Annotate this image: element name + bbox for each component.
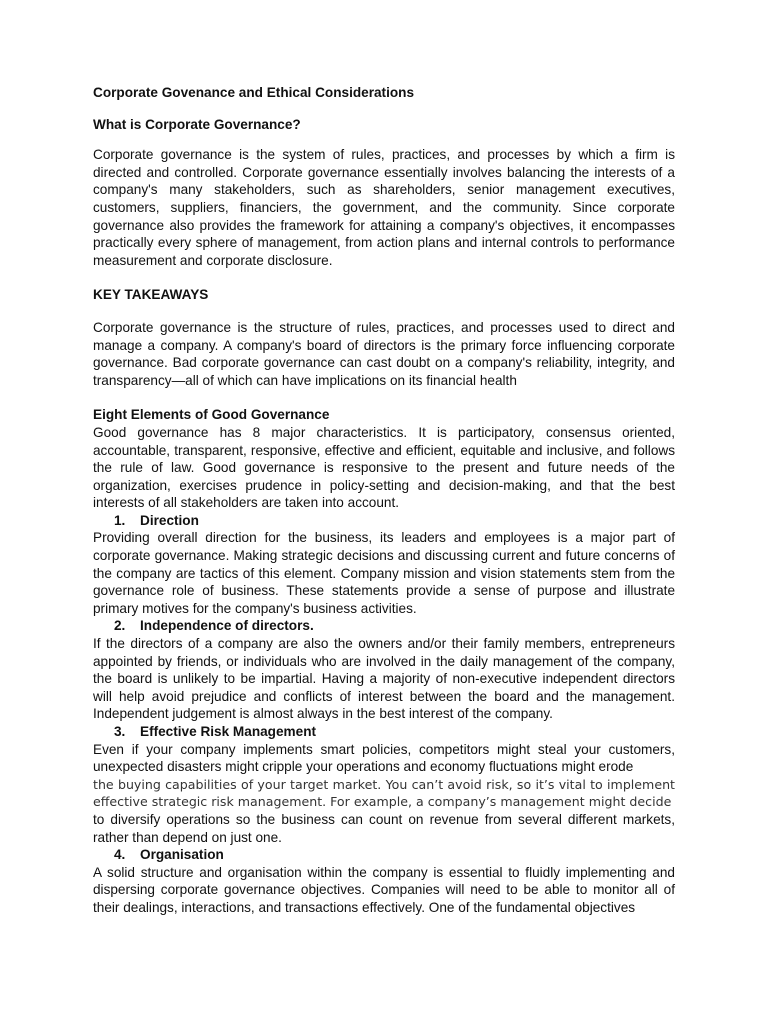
element-item-risk-management	[93, 723, 675, 846]
key-takeaways-heading: KEY TAKEAWAYS	[93, 287, 209, 303]
element-item-direction	[93, 512, 675, 618]
element-title: Organisation	[140, 847, 224, 863]
element-paragraph-part-b: the buying capabilities of your target market. You can’t avoid risk, so it’s vital to implement effective strategic risk management. For example, a company’s management might decide	[93, 776, 675, 810]
element-number: 3.	[114, 724, 126, 739]
element-paragraph: If the directors of a company are also the owners and/or their family members, entrepreneurs appointed by friends, or individuals who are involved in the daily management of the company, the board is unlikely to be impartial. Having a majority of non-executive independent directors will help avoid prejudice and conflicts of interest between the board and the management. Independent judgement is almost always in the best interest of the company.	[93, 636, 675, 722]
element-number: 4.	[114, 847, 126, 863]
elements-intro-paragraph: Good governance has 8 major characteristics. It is participatory, consensus oriented, accountable, transparent, responsive, effective and efficient, equitable and inclusive, and follows the rule of law. Good governance is responsive to the present and future needs of the organization, exercises prudence in policy-setting and decision-making, and that the best interests of all stakeholders are taken into account.	[93, 424, 675, 511]
element-heading	[93, 846, 675, 864]
document-title: Corporate Govenance and Ethical Considerations	[93, 85, 415, 100]
element-title: Direction	[140, 512, 199, 528]
element-heading	[93, 512, 675, 530]
element-item-organisation	[93, 846, 675, 916]
element-title: Independence of directors.	[140, 618, 314, 634]
element-number: 2.	[114, 618, 126, 634]
element-heading	[93, 617, 675, 635]
element-paragraph-part-c: to diversify operations so the business can count on revenue from several different markets, rather than depend on just one.	[93, 811, 675, 845]
element-number: 1.	[114, 512, 126, 528]
element-item-independence	[93, 617, 675, 723]
document-page	[93, 84, 675, 917]
key-takeaways-paragraph: Corporate governance is the structure of rules, practices, and processes used to direct and manage a company. A company's board of directors is the primary force influencing corporate governance. Bad corporate governance can cast doubt on a company's reliability, integrity, and transparency—all of which can have implications on its financial health	[93, 319, 675, 388]
elements-heading: Eight Elements of Good Governance	[93, 407, 330, 423]
intro-paragraph: Corporate governance is the system of rules, practices, and processes by which a firm is directed and controlled. Corporate governance essentially involves balancing the interests of a company's many stakeholders, such as shareholders, senior management executives, customers, suppliers, financiers, the government, and the community. Since corporate governance also provides the framework for attaining a company's objectives, it encompasses practically every sphere of management, from action plans and internal controls to performance measurement and corporate disclosure.	[93, 147, 675, 268]
element-paragraph-part-a: Even if your company implements smart policies, competitors might steal your customers, unexpected disasters might cripple your operations and economy fluctuations might erode	[93, 741, 675, 775]
element-title: Effective Risk Management	[140, 724, 317, 739]
element-paragraph: Providing overall direction for the business, its leaders and employees is a major part of corporate governance. Making strategic decisions and discussing current and future concerns of the company are tactics of this element. Company mission and vision statements stem from the governance role of business. These statements provide a sense of purpose and illustrate primary motives for the company's business activities.	[93, 530, 675, 616]
section-heading-what-is: What is Corporate Governance?	[93, 116, 301, 132]
element-heading	[93, 723, 675, 741]
element-paragraph: A solid structure and organisation within the company is essential to fluidly implementing and dispersing corporate governance objectives. Companies will need to be able to monitor all of their dealings, interactions, and transactions effectively. One of the fundamental objectives	[93, 864, 675, 915]
